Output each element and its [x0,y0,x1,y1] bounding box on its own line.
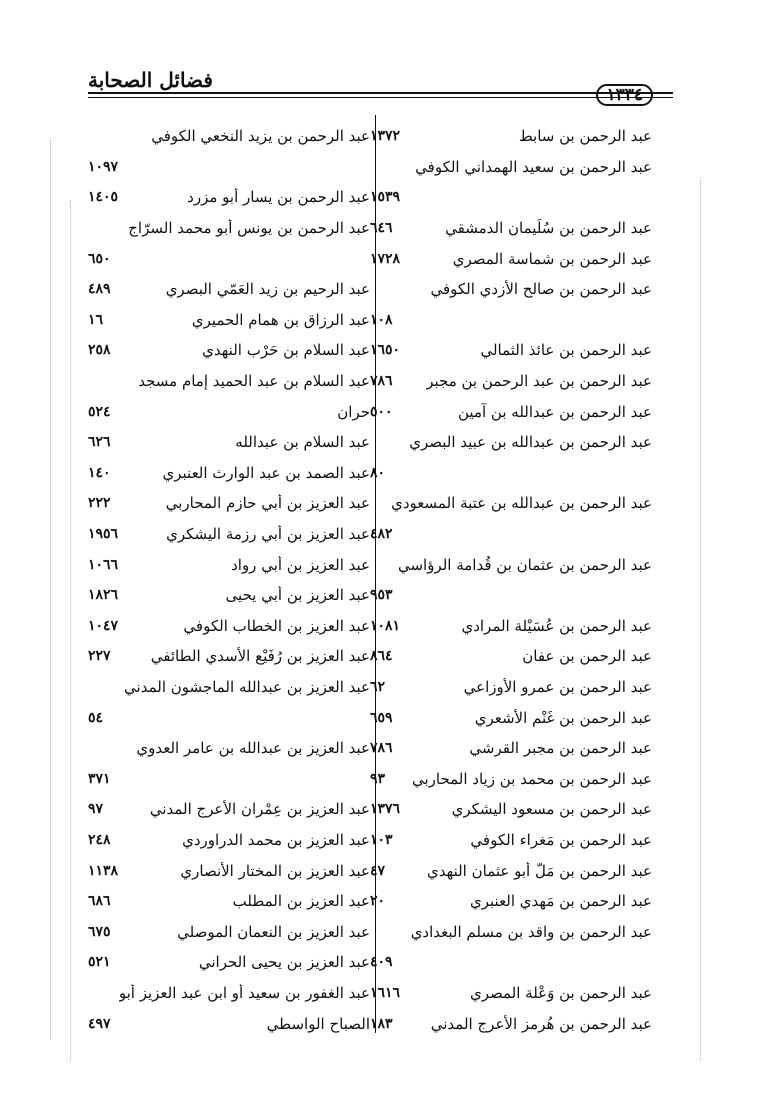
book-title: فضائل الصحابة [88,68,213,92]
entry-name: عبد الرحمن بن عائذ الثمالي [480,341,652,360]
entry-name: عبد الرحمن بن عبدالله بن عتبة المسعودي [391,494,652,513]
entry-name: عبد العزيز بن الخطاب الكوفي [183,616,370,635]
entry-name: عبد الرحيم بن زيد العَمّي البصري [165,280,370,299]
entry-name: عبد الرحمن بن يونس أبو محمد السرّاج [128,219,370,238]
entry-name: عبد الرحمن بن محمد بن زياد المحاربي [411,769,652,788]
index-entry [370,947,652,978]
entry-name: عبد الرحمن بن سابط [518,127,652,146]
index-entry [370,672,652,703]
index-column-right [370,121,652,1039]
entry-page-number: ٦٢٦ [88,434,111,451]
entry-page-number: ٩٣ [370,770,386,787]
index-entry [88,733,370,764]
entry-name: عبد الرحمن بن يزيد النخعي الكوفي [151,127,370,146]
entry-page-number: ٢٤٨ [88,831,111,848]
entry-name: عبد العزيز بن عِمْران الأعرج المدني [149,800,370,819]
index-entry [88,1008,370,1039]
entry-name: عبد العزيز بن أبي رِزمة اليشكري [166,525,370,544]
entry-page-number: ١٠٦٦ [88,556,119,573]
index-entry [370,978,652,1009]
entry-name: عبد العزيز بن المختار الأنصاري [180,861,370,880]
entry-name: عبد الرحمن بن يسار أبو مزرد [187,188,370,207]
entry-page-number: ١٦ [88,311,104,328]
entry-page-number: ١٦٥٠ [370,342,401,359]
page-header [88,62,673,105]
index-entry [370,794,652,825]
page-number: ١٣٣٤ [596,84,653,106]
index-entry [88,152,370,183]
entry-page-number: ٧٨٦ [370,740,393,757]
index-entry [370,396,652,427]
index-entry [370,611,652,642]
entry-name: عبد الرحمن بن سعيد الهمداني الكوفي [415,157,652,176]
index-entry [88,916,370,947]
index-entry [88,366,370,397]
index-entry [88,549,370,580]
entry-page-number: ١٤٠ [88,464,111,481]
index-entry [88,427,370,458]
entry-page-number: ٤٨٩ [88,281,111,298]
entry-page-number: ٨٠ [370,464,386,481]
index-entry [88,641,370,672]
entry-page-number: ١٣٧٦ [370,801,401,818]
index-entry [370,519,652,550]
index-entry [88,611,370,642]
index-entry [370,458,652,489]
entry-page-number: ١٠٨ [370,311,393,328]
entry-name: عبد السلام بن حَرْب النهدي [202,341,370,360]
entry-page-number: ٩٧ [88,801,104,818]
entry-name: عبد الرحمن بن مَغراء الكوفي [470,830,652,849]
entry-name: عبد الرحمن بن عمرو الأوزاعي [463,677,652,696]
entry-name: عبد الرحمن بن عبدالله بن آمين [458,402,652,421]
index-entry [370,641,652,672]
entry-page-number: ١٧٢٨ [370,250,401,267]
entry-page-number: ٨٦٤ [370,648,393,665]
entry-name: عبد العزيز بن عبدالله بن عامر العدوي [136,739,370,758]
index-entry [370,886,652,917]
entry-page-number: ٥٠٠ [370,403,393,420]
scan-noise [70,200,71,1060]
entry-page-number: ١٠٤٧ [88,617,119,634]
entry-name: عبد السلام بن عبد الحميد إمام مسجد [138,372,370,391]
index-column-left [88,121,370,1039]
index-entry [88,488,370,519]
entry-page-number: ١٨٢٦ [88,587,119,604]
entry-page-number: ١٠٩٧ [88,158,119,175]
index-entry [370,1008,652,1039]
index-entry [88,947,370,978]
header-rule [88,92,673,94]
entry-name: عبد العزيز بن عبدالله الماجشون المدني [124,677,370,696]
scan-noise [700,180,701,1060]
index-entry [370,702,652,733]
index-entry [370,152,652,183]
entry-name: عبد الرزاق بن همام الحميري [191,310,370,329]
entry-page-number: ٦٢ [370,678,386,695]
index-entry [88,763,370,794]
index-entry [88,121,370,152]
index-entry [88,978,370,1009]
index-entry [88,335,370,366]
scan-noise [50,140,51,1040]
entry-name: عبد الرحمن بن واقد بن مسلم البغدادي [410,922,652,941]
index-entry [370,121,652,152]
entry-name: عبد الرحمن بن هُرمز الأعرج المدني [430,1014,652,1033]
index-entry [88,305,370,336]
index-entry [370,855,652,886]
index-entry [88,855,370,886]
entry-page-number: ٦٧٥ [88,923,111,940]
entry-page-number: ٥٤ [88,709,104,726]
index-entry [370,427,652,458]
entry-name: عبد العزيز بن رُفَيْع الأسدي الطائفي [150,647,370,666]
entry-name: عبد الرحمن بن وَعْلة المصري [469,983,652,1002]
entry-page-number: ٥٢١ [88,954,111,971]
entry-name: عبد العزيز بن أبي يحيى [225,586,370,605]
entry-page-number: ٤٨٢ [370,526,393,543]
entry-name: عبد العزيز بن يحيى الحراني [198,953,370,972]
entry-page-number: ١٣٧٢ [370,128,401,145]
entry-name: عبد الرحمن بن عفان [522,647,652,666]
entry-page-number: ١٩٥٦ [88,526,119,543]
entry-page-number: ٢٢٢ [88,495,111,512]
entry-name: عبد العزيز بن أبي رواد [231,555,370,574]
entry-page-number: ٤٧ [370,862,386,879]
entry-page-number: ١٥٣٩ [370,189,401,206]
entry-page-number: ٣٧١ [88,770,111,787]
entry-page-number: ١٠٨١ [370,617,401,634]
entry-page-number: ٢٠ [370,893,386,910]
entry-page-number: ١٤٠٥ [88,189,119,206]
entry-name: عبد الرحمن بن مسعود اليشكري [451,800,652,819]
index-entry [370,549,652,580]
entry-name: عبد الرحمن بن عثمان بن قُدامة الرؤاسي [397,555,652,574]
header-rule-thin [88,97,673,98]
entry-name: عبد الرحمن بن صالح الأزدي الكوفي [430,280,652,299]
index-entry [370,243,652,274]
entry-page-number: ٥٢٤ [88,403,111,420]
entry-page-number: ٢٥٨ [88,342,111,359]
index-entry [370,488,652,519]
index-entry [88,794,370,825]
entry-page-number: ١٦١٦ [370,984,401,1001]
entry-page-number: ١٨٣ [370,1015,393,1032]
index-entry [370,182,652,213]
entry-name: عبد الرحمن بن مجبر القرشي [469,739,652,758]
index-entry [370,916,652,947]
entry-page-number: ١١٣٨ [88,862,119,879]
index-entry [370,274,652,305]
index-entry [370,733,652,764]
entry-name: عبد الرحمن بن عبدالله بن عبيد البصري [409,433,652,452]
entry-page-number: ٧٨٦ [370,373,393,390]
entry-name: عبد العزيز بن المطلب [232,892,370,911]
index-entry [88,886,370,917]
entry-name: عبد الرحمن بن مَلّ أبو عثمان النهدي [427,861,652,880]
index-entry [88,182,370,213]
index-entry [370,305,652,336]
entry-name: عبد السلام بن عبدالله [235,433,370,452]
entry-page-number: ٦٨٦ [88,893,111,910]
entry-page-number: ٢٢٧ [88,648,111,665]
entry-page-number: ٩٥٣ [370,587,393,604]
entry-name: عبد الرحمن بن غَنْم الأشعري [474,708,652,727]
entry-page-number: ٤٠٩ [370,954,393,971]
index-entry [370,580,652,611]
index-entry [370,366,652,397]
index-entry [370,213,652,244]
entry-name: عبد العزيز بن محمد الدراوردي [182,830,370,849]
index-entry [88,672,370,703]
index-entry [370,335,652,366]
index-entry [88,580,370,611]
index-entry [88,825,370,856]
entry-page-number: ٦٥٩ [370,709,393,726]
index-entry [88,213,370,244]
entry-name: الصباح الواسطي [266,1014,370,1033]
entry-name: عبد العزيز بن أبي حازم المحاربي [165,494,370,513]
entry-name: عبد الرحمن بن سُلَيمان الدمشقي [445,219,652,238]
entry-name: حران [337,402,370,421]
index-entry [88,702,370,733]
entry-name: عبد الغفور بن سعيد أو ابن عبد العزيز أبو [118,983,370,1002]
entry-name: عبد الرحمن بن عُسَيْلة المرادي [461,616,652,635]
entry-name: عبد الرحمن بن مَهدي العنبري [470,892,652,911]
index-entry [88,243,370,274]
index-entry [88,396,370,427]
entry-page-number: ٦٤٦ [370,220,393,237]
entry-page-number: ٦٥٠ [88,250,111,267]
index-entry [370,763,652,794]
entry-name: عبد الرحمن بن شماسة المصري [452,249,652,268]
entry-name: عبد الصمد بن عبد الوارث العنبري [162,463,370,482]
index-entry [88,458,370,489]
entry-name: عبد الرحمن بن عبد الرحمن بن مجبر [426,372,652,391]
entry-page-number: ٤٩٧ [88,1015,111,1032]
entry-page-number: ١٠٣ [370,831,393,848]
index-entry [88,519,370,550]
entry-name: عبد العزيز بن النعمان الموصلي [177,922,370,941]
index-entry [370,825,652,856]
index-entry [88,274,370,305]
